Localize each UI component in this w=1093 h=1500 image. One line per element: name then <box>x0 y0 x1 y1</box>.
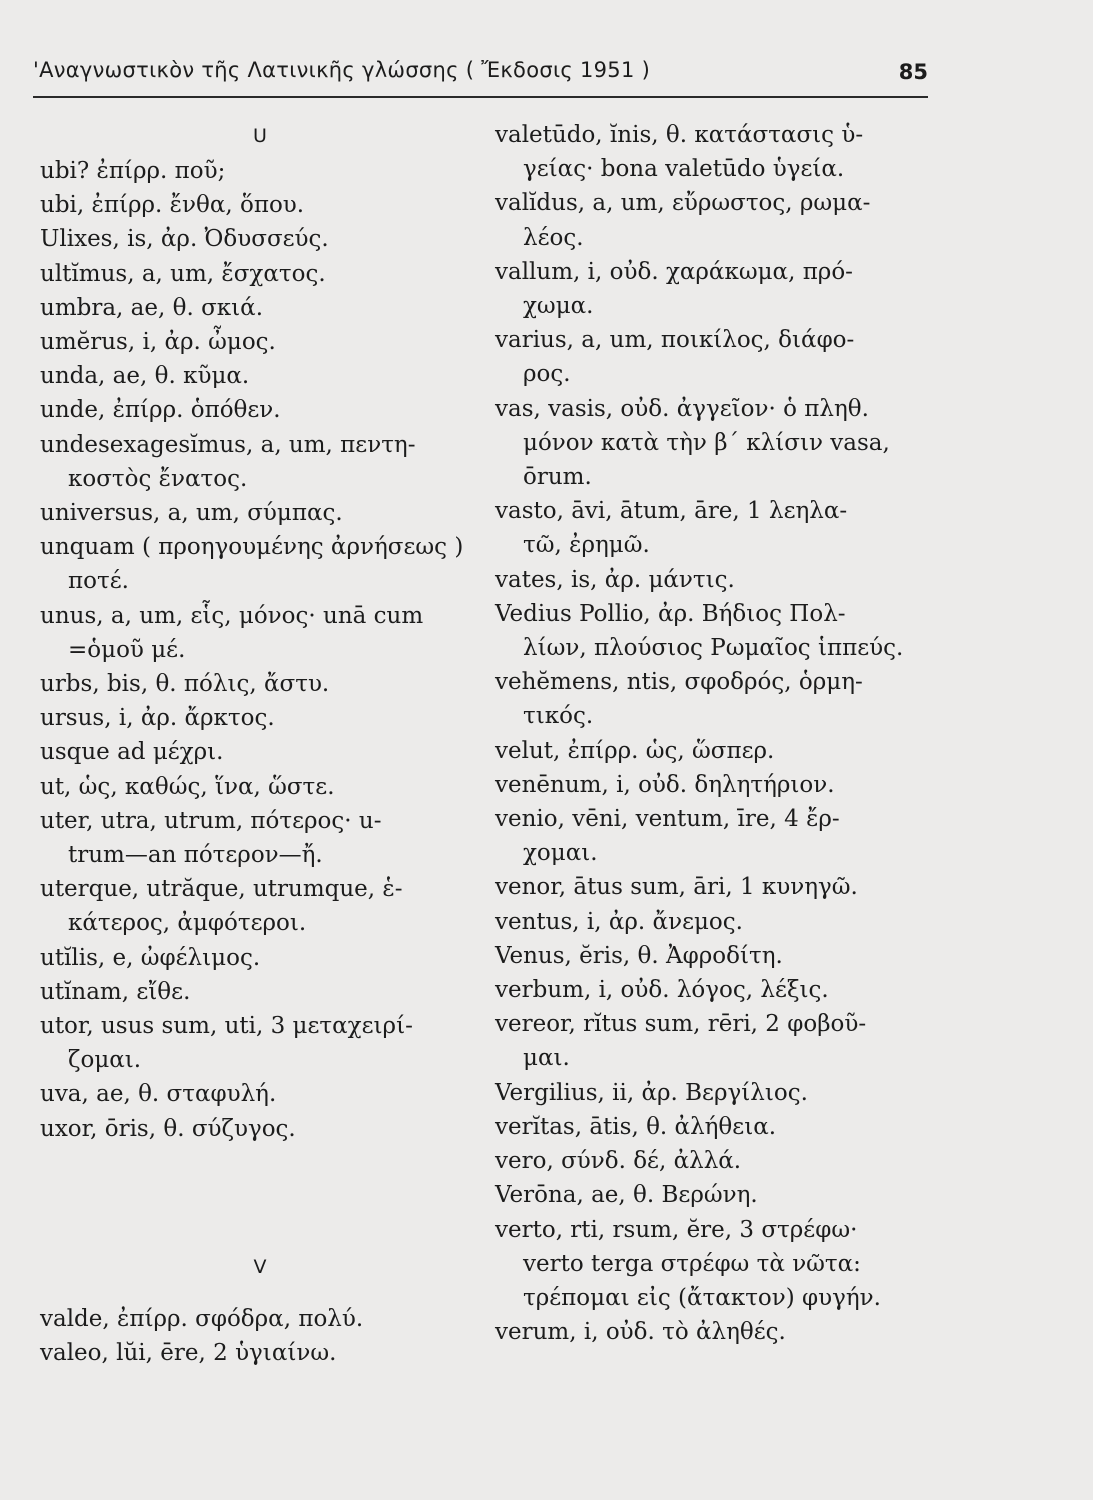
entry-headword-line: vates, is, ἀρ. μάντις. <box>495 566 735 593</box>
dictionary-entry <box>495 392 935 495</box>
entry-headword-line: verĭtas, ātis, θ. ἀλήθεια. <box>495 1113 777 1140</box>
entry-headword-line: usque ad μέχρι. <box>40 739 224 766</box>
entry-headword-line: vereor, rĭtus sum, rēri, 2 φοβοῦ- <box>495 1011 867 1038</box>
dictionary-entry <box>40 154 480 188</box>
entry-continuation-line: χομαι. <box>523 840 598 867</box>
entry-headword-line: ursus, i, ἀρ. ἄρκτος. <box>40 705 275 732</box>
dictionary-entry <box>495 563 935 597</box>
entry-headword-line: umĕrus, i, ἀρ. ὦμος. <box>40 329 276 356</box>
entry-continuation-line: χωμα. <box>523 293 594 320</box>
entry-headword-line: utor, usus sum, uti, 3 μεταχειρί- <box>40 1013 413 1040</box>
entry-headword-line: unda, ae, θ. κῦμα. <box>40 363 250 390</box>
entry-continuation-line: μόνον κατὰ τὴν β΄ κλίσιν vasa, <box>523 429 890 456</box>
right-column <box>495 118 935 1349</box>
entry-headword-line: undesexagesĭmus, a, um, πεντη- <box>40 431 416 458</box>
entry-headword-line: Ulixes, is, ἀρ. Ὀδυσσεύς. <box>40 226 329 253</box>
entry-continuation-line: τικός. <box>523 703 594 730</box>
entry-continuation-line: ζομαι. <box>68 1047 142 1074</box>
entry-headword-line: valeo, lŭi, ēre, 2 ὑγιαίνω. <box>40 1340 337 1367</box>
entry-continuation-line: λέος. <box>523 224 584 251</box>
entry-headword-line: urbs, bis, θ. πόλις, ἄστυ. <box>40 671 330 698</box>
dictionary-entry <box>40 1077 480 1111</box>
entry-headword-line: verto, rti, rsum, ĕre, 3 στρέφω· <box>495 1216 858 1243</box>
entry-headword-line: venor, ātus sum, āri, 1 κυνηγῶ. <box>495 874 858 901</box>
dictionary-entry <box>495 905 935 939</box>
entry-headword-line: vas, vasis, οὐδ. ἀγγεῖον· ὁ πληθ. <box>495 395 869 422</box>
entry-headword-line: venio, vēni, ventum, īre, 4 ἔρ- <box>495 806 840 833</box>
entry-continuation-line: τῶ, ἐρημῶ. <box>523 532 650 559</box>
entry-headword-line: uter, utra, utrum, πότερος· u- <box>40 807 382 834</box>
entry-headword-line: ubi? ἐπίρρ. ποῦ; <box>40 158 226 184</box>
dictionary-entry <box>495 1007 935 1075</box>
entry-headword-line: umbra, ae, θ. σκιά. <box>40 294 264 321</box>
entry-headword-line: verum, i, οὐδ. τὸ ἀληθές. <box>495 1319 786 1346</box>
dictionary-entry <box>495 323 935 391</box>
entry-headword-line: universus, a, um, σύμπας. <box>40 500 343 527</box>
dictionary-entry <box>40 975 480 1009</box>
entry-headword-line: unquam ( προηγουμένης ἀρνήσεως ) <box>40 534 464 561</box>
entries-v <box>40 1302 480 1370</box>
entry-headword-line: Venus, ĕris, θ. Ἀφροδίτη. <box>495 942 783 969</box>
entry-headword-line: uterque, utrăque, utrumque, ἑ- <box>40 876 403 903</box>
left-column <box>40 118 480 1370</box>
page-number: 85 <box>898 60 928 84</box>
entry-headword-line: verbum, i, οὐδ. λόγος, λέξις. <box>495 977 829 1004</box>
entry-continuation-line: verto terga στρέφω τὰ νῶτα: <box>523 1250 861 1277</box>
entry-headword-line: ut, ὡς, καθώς, ἵνα, ὥστε. <box>40 773 335 800</box>
dictionary-entry <box>40 770 480 804</box>
dictionary-entry <box>40 496 480 530</box>
entry-continuation-line: κάτερος, ἀμφότεροι. <box>68 910 307 937</box>
entry-headword-line: vasto, āvi, ātum, āre, 1 λεηλα- <box>495 498 848 525</box>
entry-headword-line: varius, a, um, ποικίλος, διάφο- <box>495 327 855 354</box>
entry-continuation-line: γείας· bona valetūdo ὑγεία. <box>523 156 845 183</box>
entry-headword-line: vallum, i, οὐδ. χαράκωμα, πρό- <box>495 258 853 285</box>
dictionary-entry <box>495 118 935 186</box>
dictionary-entry <box>40 428 480 496</box>
entry-headword-line: vehĕmens, ntis, σφοδρός, ὁρμη- <box>495 669 863 696</box>
entry-headword-line: unus, a, um, εἷς, μόνος· unā cum <box>40 602 424 629</box>
entry-headword-line: ventus, i, ἀρ. ἄνεμος. <box>495 908 743 935</box>
dictionary-entry <box>40 359 480 393</box>
dictionary-entry <box>495 186 935 254</box>
dictionary-entry <box>495 1110 935 1144</box>
dictionary-entry <box>40 222 480 256</box>
dictionary-entry <box>40 667 480 701</box>
dictionary-entry <box>495 1144 935 1178</box>
section-heading-v: V <box>253 1255 267 1278</box>
dictionary-entry <box>495 597 935 665</box>
dictionary-entry <box>40 941 480 975</box>
dictionary-entry <box>40 1009 480 1077</box>
dictionary-entry <box>40 1112 480 1146</box>
entry-headword-line: Vedius Pollio, ἀρ. Βήδιος Πολ- <box>495 600 846 627</box>
section-heading-u: U <box>253 125 267 147</box>
dictionary-entry <box>495 802 935 870</box>
dictionary-entry <box>40 701 480 735</box>
dictionary-entry <box>40 530 480 598</box>
entry-headword-line: ultĭmus, a, um, ἔσχατος. <box>40 260 326 287</box>
page-header <box>33 58 928 98</box>
dictionary-entry <box>495 768 935 802</box>
entry-continuation-line: λίων, πλούσιος Ρωμαῖος ἱππεύς. <box>523 635 904 662</box>
dictionary-entry <box>40 257 480 291</box>
entry-headword-line: valetūdo, ĭnis, θ. κατάστασις ὑ- <box>495 122 864 148</box>
entry-continuation-line: =ὁμοῦ μέ. <box>68 636 186 663</box>
dictionary-entry <box>40 291 480 325</box>
entry-continuation-line: τρέπομαι εἰς (ἄτακτον) φυγήν. <box>523 1284 881 1311</box>
dictionary-entry <box>495 255 935 323</box>
dictionary-entry <box>40 735 480 769</box>
dictionary-entry <box>495 939 935 973</box>
entry-headword-line: velut, ἐπίρρ. ὡς, ὥσπερ. <box>495 737 775 764</box>
dictionary-entry <box>40 325 480 359</box>
entry-continuation-line: μαι. <box>523 1045 570 1072</box>
entry-headword-line: Vergilius, ii, ἀρ. Βεργίλιος. <box>495 1079 808 1106</box>
dictionary-entry <box>495 1213 935 1316</box>
dictionary-entry <box>40 393 480 427</box>
entry-continuation-line: ρος. <box>523 361 571 388</box>
dictionary-entry <box>40 599 480 667</box>
entry-headword-line: valde, ἐπίρρ. σφόδρα, πολύ. <box>40 1305 364 1332</box>
dictionary-entry <box>495 1315 935 1349</box>
dictionary-entry <box>40 188 480 222</box>
entries-v-continued <box>495 118 935 1349</box>
dictionary-entry <box>495 1178 935 1212</box>
dictionary-entry <box>495 734 935 768</box>
dictionary-entry <box>495 665 935 733</box>
entry-headword-line: unde, ἐπίρρ. ὁπόθεν. <box>40 397 281 424</box>
entries-u <box>40 154 480 1146</box>
dictionary-entry <box>495 1076 935 1110</box>
entry-continuation-line: trum—an πότερον—ἤ. <box>68 842 323 869</box>
entry-continuation-line: κοστὸς ἔνατος. <box>68 465 248 492</box>
running-title: 'Αναγνωστικὸν τῆς Λατινικῆς γλώσσης ( Ἔκδοσις 1951 ) <box>33 58 651 82</box>
dictionary-entry <box>495 870 935 904</box>
entry-continuation-line: ποτέ. <box>68 568 129 595</box>
entry-headword-line: uva, ae, θ. σταφυλή. <box>40 1081 277 1108</box>
dictionary-entry <box>40 1336 480 1370</box>
entry-headword-line: ubi, ἐπίρρ. ἔνθα, ὅπου. <box>40 192 305 219</box>
entry-headword-line: venēnum, i, οὐδ. δηλητήριον. <box>495 771 835 798</box>
entry-headword-line: Verōna, ae, θ. Βερώνη. <box>495 1182 758 1209</box>
entry-headword-line: valĭdus, a, um, εὔρωστος, ρωμα- <box>495 190 871 217</box>
dictionary-entry <box>40 872 480 940</box>
dictionary-entry <box>495 973 935 1007</box>
entry-headword-line: uxor, ōris, θ. σύζυγος. <box>40 1115 296 1142</box>
dictionary-entry <box>40 1302 480 1336</box>
dictionary-entry <box>40 804 480 872</box>
entry-continuation-line: ōrum. <box>523 464 592 491</box>
entry-headword-line: utĭlis, e, ὠφέλιμος. <box>40 944 261 971</box>
dictionary-entry <box>495 494 935 562</box>
entry-headword-line: vero, σύνδ. δέ, ἀλλά. <box>495 1148 742 1175</box>
entry-headword-line: utĭnam, εἴθε. <box>40 978 191 1005</box>
